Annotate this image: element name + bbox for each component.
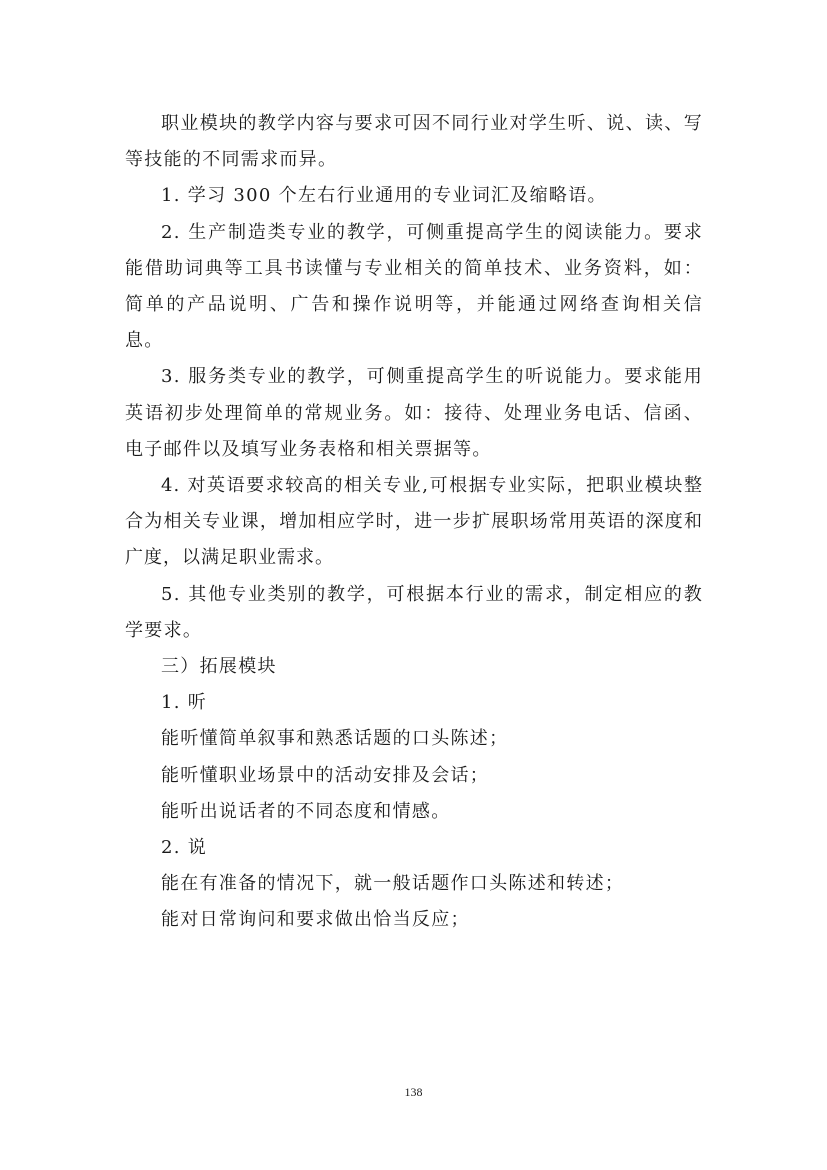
subheading-listening: 1. 听: [161, 692, 208, 714]
list-item-2: 2. 生产制造类专业的教学，可侧重提高学生的阅读能力。要求能借助词典等工具书读懂与专业相关的简单技术、业务资料，如：简单的产品说明、广告和操作说明等，并能通过网络查询相关信息。: [125, 221, 703, 352]
list-item-5: 5. 其他专业类别的教学，可根据本行业的需求，制定相应的教学要求。: [125, 583, 703, 641]
list-item-1: 1. 学习 300 个左右行业通用的专业词汇及缩略语。: [161, 185, 607, 207]
list-item-3: 3. 服务类专业的教学，可侧重提高学生的听说能力。要求能用英语初步处理简单的常规业务。如：接待、处理业务电话、信函、电子邮件以及填写业务表格和相关票据等。: [125, 366, 703, 460]
subheading-speaking: 2. 说: [161, 837, 208, 859]
speaking-item-2: 能对日常询问和要求做出恰当反应；: [161, 909, 470, 931]
body-text: [125, 106, 703, 939]
section-heading-extension-module: 三）拓展模块: [161, 656, 277, 678]
listening-item-2: 能听懂职业场景中的活动安排及会话；: [161, 764, 490, 786]
page-number: 138: [404, 1085, 423, 1099]
paragraph-intro: 职业模块的教学内容与要求可因不同行业对学生听、说、读、写等技能的不同需求而异。: [125, 113, 703, 171]
speaking-item-1: 能在有准备的情况下，就一般话题作口头陈述和转述；: [161, 873, 625, 895]
listening-item-3: 能听出说话者的不同态度和情感。: [161, 800, 451, 822]
listening-item-1: 能听懂简单叙事和熟悉话题的口头陈述；: [161, 728, 509, 750]
list-item-4: 4. 对英语要求较高的相关专业,可根据专业实际，把职业模块整合为相关专业课，增加相应学时，进一步扩展职场常用英语的深度和广度，以满足职业需求。: [125, 475, 703, 569]
